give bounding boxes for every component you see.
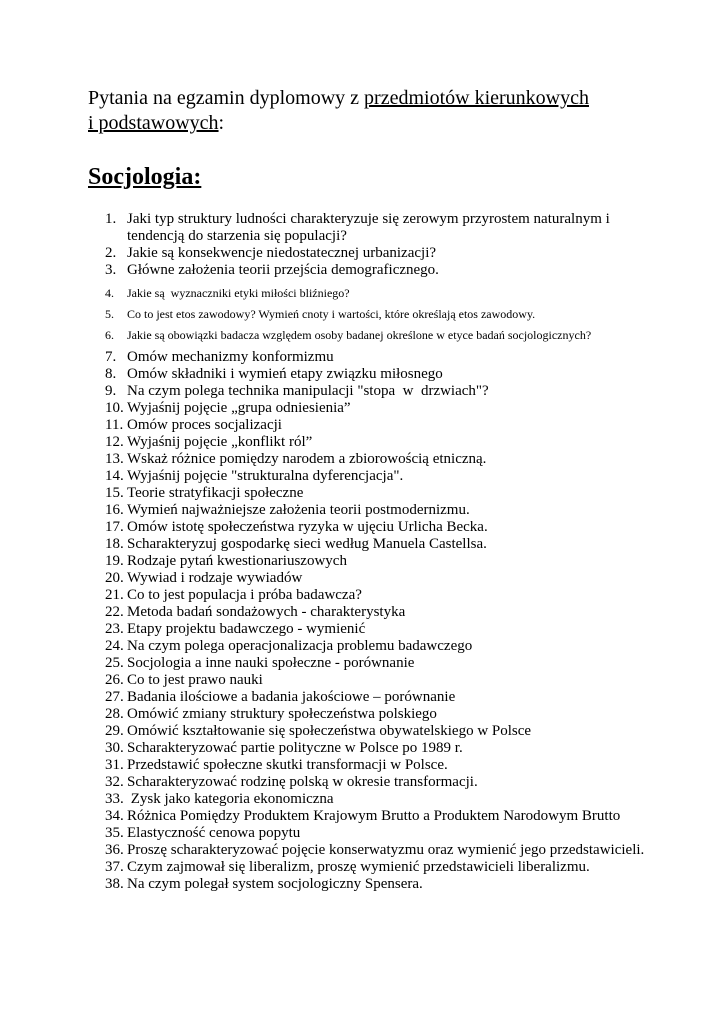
question-text: Co to jest populacja i próba badawcza? (127, 587, 362, 603)
list-item (88, 655, 667, 672)
question-text: Elastyczność cenowa popytu (127, 825, 301, 841)
question-text: Co to jest etos zawodowy? Wymień cnoty i wartości, które określają etos zawodowy. (127, 307, 536, 321)
list-item (88, 553, 667, 570)
question-number: 31. (105, 757, 124, 773)
list-item (88, 366, 667, 383)
question-number: 28. (105, 706, 124, 722)
question-text: Czym zajmował się liberalizm, proszę wymienić przedstawicieli liberalizmu. (127, 859, 590, 875)
title-text-underlined-2: i podstawowych (88, 112, 219, 134)
question-text: Proszę scharakteryzować pojęcie konserwatyzmu oraz wymienić jego przedstawicieli. (127, 842, 645, 858)
question-number: 12. (105, 434, 124, 450)
question-text: Wywiad i rodzaje wywiadów (127, 570, 303, 586)
question-text: Jakie są konsekwencje niedostatecznej urbanizacji? (127, 245, 437, 261)
list-item (88, 842, 667, 859)
question-number: 37. (105, 859, 124, 875)
document-title (88, 86, 667, 136)
list-item (88, 286, 667, 300)
title-text-underlined-1: przedmiotów kierunkowych (364, 87, 589, 109)
list-item (88, 434, 667, 451)
question-number: 9. (105, 383, 117, 399)
list-item (88, 349, 667, 366)
question-text: Teorie stratyfikacji społeczne (127, 485, 304, 501)
list-item (88, 740, 667, 757)
question-text: Metoda badań sondażowych - charakterystyka (127, 604, 406, 620)
list-item (88, 262, 667, 279)
list-item (88, 825, 667, 842)
question-number: 4. (105, 286, 114, 300)
question-text: Badania ilościowe a badania jakościowe – porównanie (127, 689, 456, 705)
question-text: Zysk jako kategoria ekonomiczna (127, 791, 334, 807)
question-list (88, 211, 667, 893)
question-number: 18. (105, 536, 124, 552)
question-text: Co to jest prawo nauki (127, 672, 263, 688)
question-text: Główne założenia teorii przejścia demograficznego. (127, 262, 439, 278)
question-number: 24. (105, 638, 124, 654)
question-number: 6. (105, 328, 114, 342)
question-number: 10. (105, 400, 124, 416)
question-text: Rodzaje pytań kwestionariuszowych (127, 553, 347, 569)
list-item (88, 400, 667, 417)
question-text: Wyjaśnij pojęcie „grupa odniesienia” (127, 400, 351, 416)
list-item (88, 307, 667, 321)
list-item (88, 791, 667, 808)
question-number: 5. (105, 307, 114, 321)
question-text: Różnica Pomiędzy Produktem Krajowym Brutto a Produktem Narodowym Brutto (127, 808, 621, 824)
list-item (88, 672, 667, 689)
list-item (88, 808, 667, 825)
question-number: 8. (105, 366, 117, 382)
question-number: 25. (105, 655, 124, 671)
question-text: Omów proces socjalizacji (127, 417, 282, 433)
list-item (88, 536, 667, 553)
title-colon: : (218, 112, 225, 134)
question-text: Na czym polega technika manipulacji "stopa w drzwiach"? (127, 383, 489, 399)
question-number: 30. (105, 740, 124, 756)
question-text: Wymień najważniejsze założenia teorii postmodernizmu. (127, 502, 470, 518)
question-number: 20. (105, 570, 124, 586)
list-item (88, 328, 667, 342)
question-text: Przedstawić społeczne skutki transformacji w Polsce. (127, 757, 448, 773)
question-number: 23. (105, 621, 124, 637)
list-item (88, 859, 667, 876)
question-number: 33. (105, 791, 124, 807)
question-text: Na czym polegał system socjologiczny Spensera. (127, 876, 423, 892)
question-number: 32. (105, 774, 124, 790)
question-number: 38. (105, 876, 124, 892)
question-text: Socjologia a inne nauki społeczne - porównanie (127, 655, 415, 671)
list-item (88, 211, 667, 245)
question-number: 22. (105, 604, 124, 620)
question-text: Scharakteryzować rodzinę polską w okresie transformacji. (127, 774, 478, 790)
list-item (88, 621, 667, 638)
list-item (88, 876, 667, 893)
question-number: 29. (105, 723, 124, 739)
question-text: Etapy projektu badawczego - wymienić (127, 621, 366, 637)
question-number: 34. (105, 808, 124, 824)
question-text: Omów mechanizmy konformizmu (127, 349, 334, 365)
list-item (88, 774, 667, 791)
list-item (88, 468, 667, 485)
list-item (88, 502, 667, 519)
question-number: 15. (105, 485, 124, 501)
question-text: Wyjaśnij pojęcie „konflikt ról” (127, 434, 313, 450)
list-item (88, 638, 667, 655)
question-number: 3. (105, 262, 117, 278)
list-item (88, 706, 667, 723)
question-number: 13. (105, 451, 124, 467)
question-number: 17. (105, 519, 124, 535)
question-text: Scharakteryzować partie polityczne w Polsce po 1989 r. (127, 740, 463, 756)
question-text: Na czym polega operacjonalizacja problemu badawczego (127, 638, 473, 654)
list-item (88, 723, 667, 740)
list-item (88, 604, 667, 621)
question-text: Jaki typ struktury ludności charakteryzuje się zerowym przyrostem naturalnym i tendencją do starzenia się populacji? (127, 211, 614, 244)
list-item (88, 519, 667, 536)
question-text: Omówić kształtowanie się społeczeństwa obywatelskiego w Polsce (127, 723, 532, 739)
question-text: Omów składniki i wymień etapy związku miłosnego (127, 366, 443, 382)
section-heading: Socjologia: (88, 164, 202, 190)
question-number: 36. (105, 842, 124, 858)
question-number: 2. (105, 245, 117, 261)
list-item (88, 417, 667, 434)
question-number: 14. (105, 468, 124, 484)
question-text: Omówić zmiany struktury społeczeństwa polskiego (127, 706, 437, 722)
question-number: 11. (105, 417, 124, 433)
question-number: 7. (105, 349, 117, 365)
question-number: 27. (105, 689, 124, 705)
list-item (88, 587, 667, 604)
title-text-plain: Pytania na egzamin dyplomowy z (88, 87, 365, 109)
question-text: Scharakteryzuj gospodarkę sieci według Manuela Castellsa. (127, 536, 487, 552)
question-text: Omów istotę społeczeństwa ryzyka w ujęciu Urlicha Becka. (127, 519, 488, 535)
list-item (88, 485, 667, 502)
list-item (88, 689, 667, 706)
question-number: 16. (105, 502, 124, 518)
list-item (88, 383, 667, 400)
question-text: Jakie są obowiązki badacza względem osoby badanej określone w etyce badań socjologicznych? (127, 328, 592, 342)
question-number: 21. (105, 587, 124, 603)
question-text: Wyjaśnij pojęcie "strukturalna dyferencjacja". (127, 468, 404, 484)
question-number: 1. (105, 211, 117, 227)
question-number: 35. (105, 825, 124, 841)
question-number: 26. (105, 672, 124, 688)
list-item (88, 451, 667, 468)
list-item (88, 757, 667, 774)
question-number: 19. (105, 553, 124, 569)
question-text: Wskaż różnice pomiędzy narodem a zbiorowością etniczną. (127, 451, 487, 467)
question-text: Jakie są wyznaczniki etyki miłości bliźniego? (127, 286, 350, 300)
list-item (88, 245, 667, 262)
list-item (88, 570, 667, 587)
